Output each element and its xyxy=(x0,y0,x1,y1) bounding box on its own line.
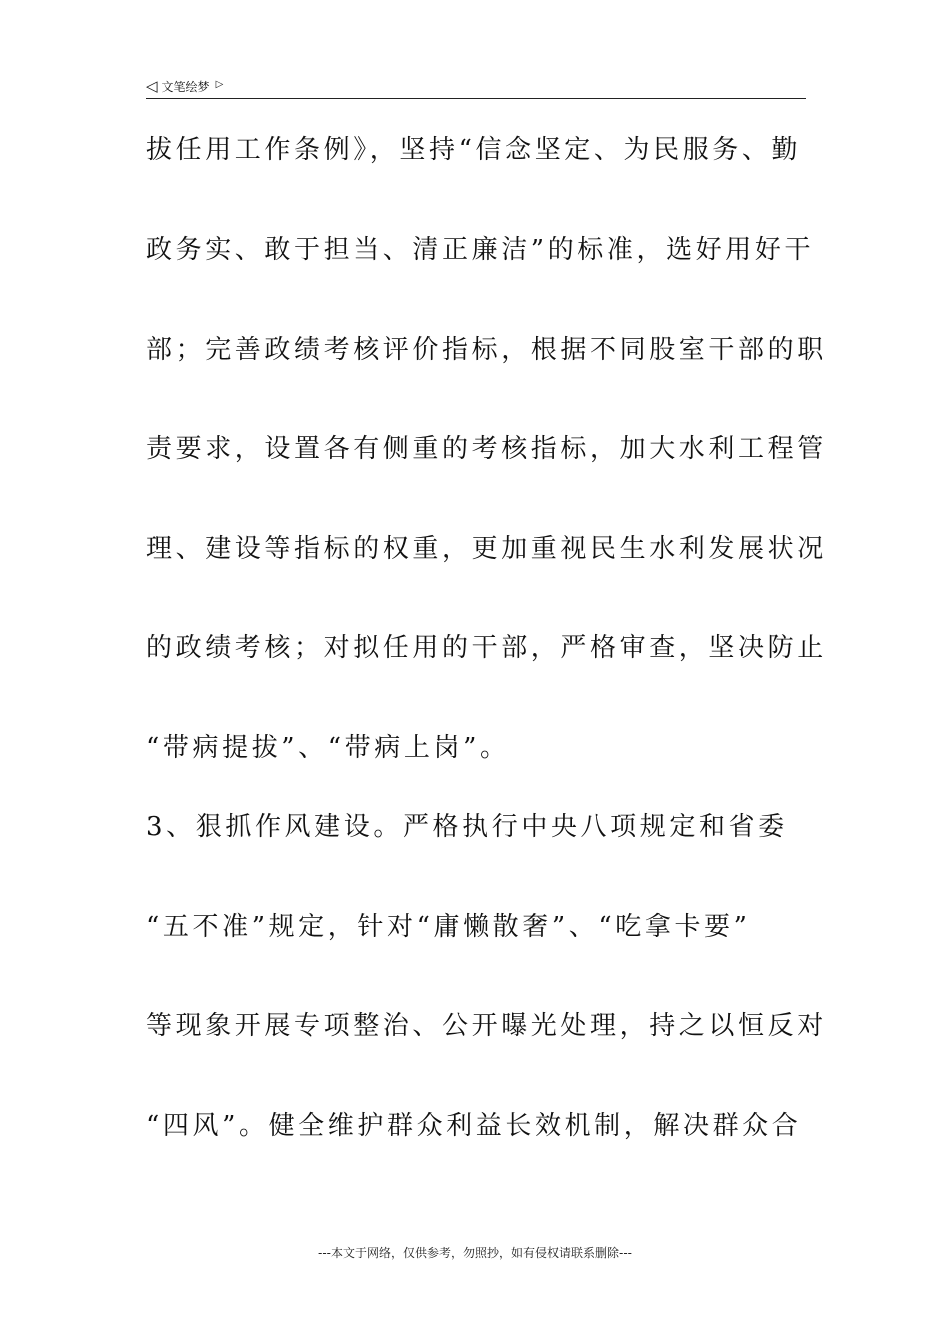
text-line: 政务实、敢于担当、清正廉洁”的标准，选好用好干 xyxy=(146,235,815,265)
text-line: 等现象开展专项整治、公开曝光处理，持之以恒反对 xyxy=(146,1011,827,1041)
footer-disclaimer: ---本文于网络，仅供参考，勿照抄，如有侵权请联系删除--- xyxy=(318,1246,632,1260)
text-line: “四风”。健全维护群众利益长效机制，解决群众合 xyxy=(146,1111,802,1141)
text-line: 部；完善政绩考核评价指标，根据不同股室干部的职 xyxy=(146,335,827,365)
page-header xyxy=(146,74,806,99)
header-title: 文笔绘梦 xyxy=(161,79,210,94)
text-line: 的政绩考核；对拟任用的干部，严格审查，坚决防止 xyxy=(146,633,827,663)
text-line: 3、狠抓作风建设。严格执行中央八项规定和省委 xyxy=(146,812,788,842)
text-line: “五不准”规定，针对“庸懒散奢”、“吃拿卡要” xyxy=(146,912,751,942)
text-line: 拔任用工作条例》，坚持“信念坚定、为民服务、勤 xyxy=(146,135,802,165)
text-line: 责要求，设置各有侧重的考核指标，加大水利工程管 xyxy=(146,434,827,464)
triangle-left-icon: ◁ xyxy=(146,76,158,95)
text-line: 理、建设等指标的权重，更加重视民生水利发展状况 xyxy=(146,534,827,564)
text-line: “带病提拔”、“带病上岗”。 xyxy=(146,733,510,763)
triangle-right-icon: ▷ xyxy=(215,78,224,90)
